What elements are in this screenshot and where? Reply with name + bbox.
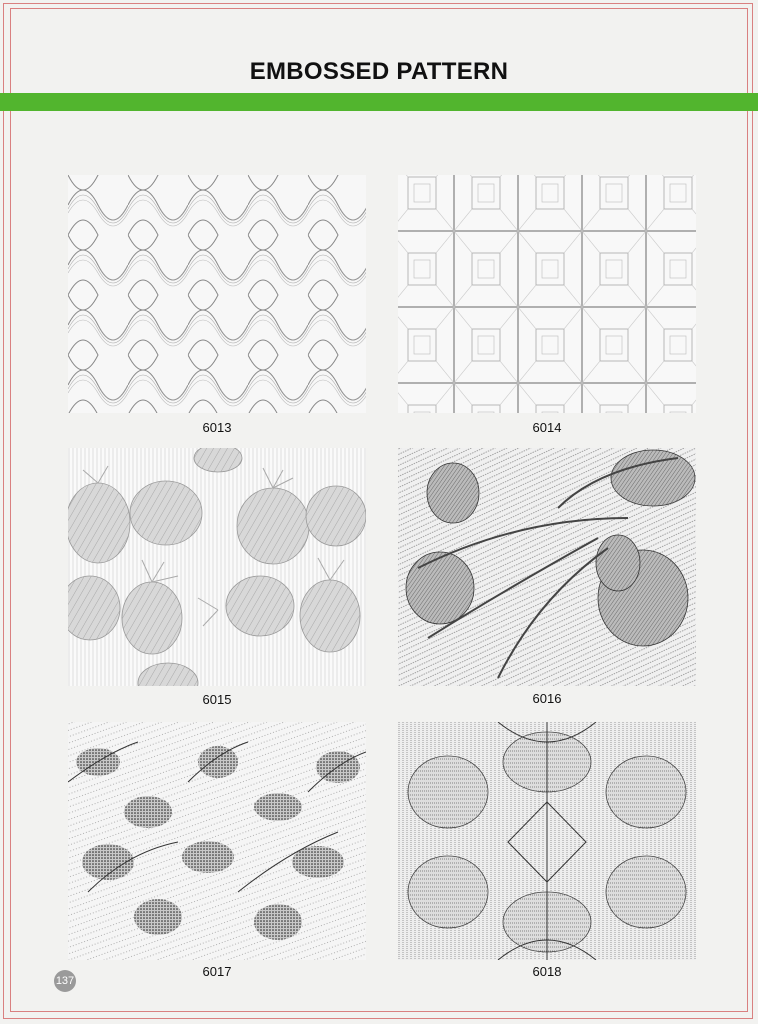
pattern-code-6015: 6015 — [202, 692, 232, 707]
pattern-6015-swatch[interactable] — [68, 448, 366, 686]
floral-medallion-pattern-icon — [398, 722, 696, 960]
pattern-code-6017: 6017 — [202, 964, 232, 979]
title-accent-bar — [0, 93, 758, 111]
square-tile-pattern-icon — [398, 175, 696, 413]
pattern-6013-swatch[interactable] — [68, 175, 366, 413]
leaf-branch-pattern-icon — [68, 722, 366, 960]
pattern-6018-swatch[interactable] — [398, 722, 696, 960]
pattern-6016-swatch[interactable] — [398, 448, 696, 686]
ogee-wave-pattern-icon — [68, 175, 366, 413]
pattern-code-6013: 6013 — [202, 420, 232, 435]
pattern-code-6014: 6014 — [532, 420, 562, 435]
pattern-6014-swatch[interactable] — [398, 175, 696, 413]
pattern-6017-swatch[interactable] — [68, 722, 366, 960]
page-number-badge: 137 — [54, 970, 76, 992]
pattern-code-6018: 6018 — [532, 964, 562, 979]
page-title: EMBOSSED PATTERN — [249, 58, 509, 85]
pattern-code-6016: 6016 — [532, 691, 562, 706]
pineapple-pattern-icon — [68, 448, 366, 686]
flower-pattern-icon — [398, 448, 696, 686]
